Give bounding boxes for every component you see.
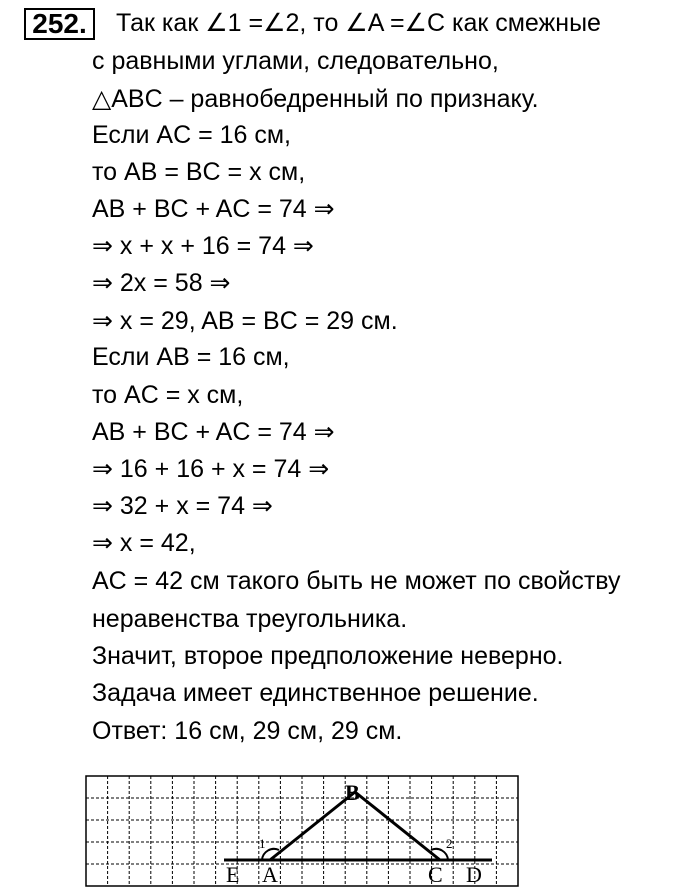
- point-label-C: C: [428, 862, 443, 887]
- point-label-E: E: [226, 862, 240, 887]
- solution-line: ⇒ 2x = 58 ⇒: [92, 269, 231, 297]
- solution-line: Значит, второе предположение неверно.: [92, 642, 564, 670]
- solution-line: Если AC = 16 см,: [92, 121, 291, 149]
- side-AB: [270, 792, 355, 860]
- solution-line: Ответ: 16 см, 29 см, 29 см.: [92, 717, 403, 745]
- triangle-figure: [0, 770, 700, 891]
- solution-line: ⇒ x + x + 16 = 74 ⇒: [92, 232, 314, 260]
- solution-line: △ABC – равнобедренный по признаку.: [92, 85, 539, 113]
- point-label-B: B: [345, 780, 360, 805]
- angle-label-1: 1: [259, 836, 266, 851]
- solution-line: ⇒ x = 29, AB = BC = 29 см.: [92, 307, 398, 335]
- solution-line: с равными углами, следовательно,: [92, 47, 499, 75]
- side-BC: [355, 792, 440, 860]
- point-label-A: A: [262, 862, 278, 887]
- problem-number: 252.: [24, 8, 95, 40]
- triangle-drawing: [0, 770, 700, 891]
- grid: [86, 776, 518, 886]
- solution-line: Задача имеет единственное решение.: [92, 679, 539, 707]
- solution-line: то AB = BC = x см,: [92, 158, 306, 186]
- solution-line: ⇒ x = 42,: [92, 529, 196, 557]
- solution-line: AC = 42 см такого быть не может по свойству: [92, 567, 621, 595]
- angle-label-2: 2: [446, 836, 453, 851]
- solution-line: AB + BC + AC = 74 ⇒: [92, 195, 335, 223]
- point-label-D: D: [466, 862, 482, 887]
- solution-line: ⇒ 16 + 16 + x = 74 ⇒: [92, 455, 330, 483]
- solution-line: Так как ∠1 =∠2, то ∠A =∠C как смежные: [116, 9, 601, 37]
- solution-line: неравенства треугольника.: [92, 605, 408, 633]
- solution-line: то AC = x см,: [92, 381, 244, 409]
- solution-line: AB + BC + AC = 74 ⇒: [92, 418, 335, 446]
- solution-line: Если AB = 16 см,: [92, 343, 290, 371]
- solution-line: ⇒ 32 + x = 74 ⇒: [92, 492, 273, 520]
